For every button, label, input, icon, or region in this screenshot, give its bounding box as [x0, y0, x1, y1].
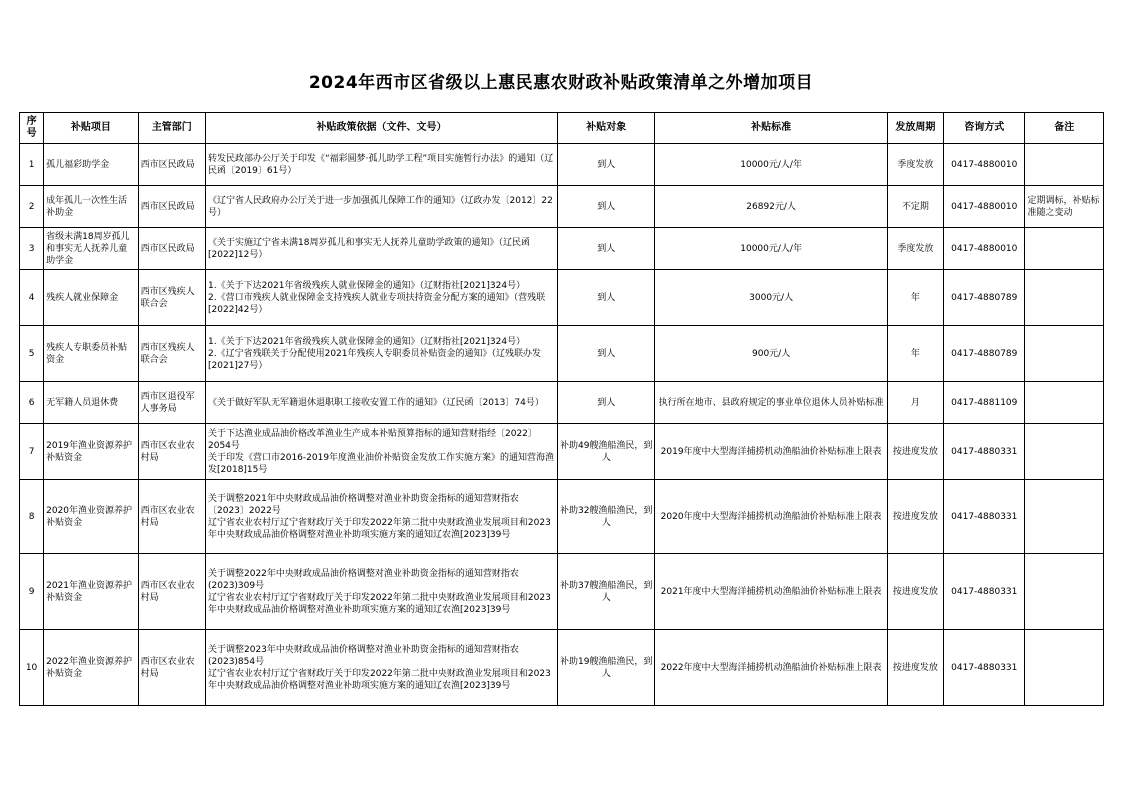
contact-phone: [944, 144, 1025, 186]
header-contact: 咨询方式: [944, 113, 1025, 144]
subsidy-target: [557, 228, 655, 270]
policy-basis: [206, 480, 558, 554]
table-row: [20, 326, 1104, 382]
contact-phone: [944, 228, 1025, 270]
policy-basis-text: 《辽宁省人民政府办公厅关于进一步加强孤儿保障工作的通知》（辽政办发〔2012〕22号）: [208, 195, 553, 218]
payment-cycle-text: 季度发放: [897, 243, 934, 254]
payment-cycle: [887, 382, 943, 424]
department: [138, 424, 205, 480]
contact-phone-text: 0417-4880789: [951, 292, 1018, 303]
subsidy-standard-text: 2019年度中大型海洋捕捞机动渔船油价补贴标准上限表: [660, 446, 882, 457]
header-basis: 补贴政策依据（文件、文号）: [206, 113, 558, 144]
subsidy-target: [557, 424, 655, 480]
subsidy-item-text: 残疾人就业保障金: [46, 292, 119, 303]
row-number: [20, 424, 44, 480]
subsidy-standard-text: 10000元/人/年: [740, 243, 802, 254]
row-number: [20, 382, 44, 424]
payment-cycle: [887, 630, 943, 706]
payment-cycle: [887, 270, 943, 326]
page-title: 2024年西市区省级以上惠民惠农财政补贴政策清单之外增加项目: [308, 73, 814, 93]
header-no: 序号: [20, 113, 44, 144]
policy-basis: [206, 326, 558, 382]
payment-cycle-text: 按进度发放: [892, 511, 938, 522]
subsidy-standard-text: 2020年度中大型海洋捕捞机动渔船油价补贴标准上限表: [660, 511, 882, 522]
subsidy-item: [44, 270, 139, 326]
row-number: [20, 186, 44, 228]
subsidy-standard: [655, 424, 887, 480]
department-text: 西市区残疾人联合会: [140, 286, 195, 309]
subsidy-standard: [655, 630, 887, 706]
subsidy-item: [44, 326, 139, 382]
contact-phone-text: 0417-4880789: [951, 348, 1018, 359]
row-number: [20, 630, 44, 706]
subsidy-target: [557, 144, 655, 186]
contact-phone-text: 0417-4880331: [951, 586, 1018, 597]
header-cycle: 发放周期: [887, 113, 943, 144]
subsidy-target-text: 到人: [597, 397, 616, 408]
policy-basis: [206, 424, 558, 480]
department-text: 西市区农业农村局: [140, 440, 195, 463]
contact-phone-text: 0417-4880331: [951, 511, 1018, 522]
remark: [1025, 144, 1104, 186]
payment-cycle: [887, 424, 943, 480]
row-number-text: 10: [25, 662, 38, 673]
department: [138, 480, 205, 554]
policy-basis-text: 《关于做好军队无军籍退休退职职工接收安置工作的通知》（辽民函〔2013〕74号）: [208, 397, 544, 408]
subsidy-standard: [655, 382, 887, 424]
department-text: 西市区农业农村局: [140, 505, 195, 528]
table-row: [20, 554, 1104, 630]
table-row: [20, 228, 1104, 270]
subsidy-standard: [655, 480, 887, 554]
policy-table: [19, 112, 1104, 706]
subsidy-standard: [655, 186, 887, 228]
subsidy-item: [44, 424, 139, 480]
subsidy-standard-text: 26892元/人: [746, 201, 796, 212]
row-number-text: 1: [28, 159, 35, 170]
remark: [1025, 480, 1104, 554]
contact-phone: [944, 480, 1025, 554]
policy-basis-text: 《关于实施辽宁省未满18周岁孤儿和事实无人抚养儿童助学政策的通知》（辽民函[2022]12号）: [208, 237, 530, 260]
header-standard: 补贴标准: [655, 113, 887, 144]
row-number-text: 8: [28, 511, 35, 522]
contact-phone: [944, 554, 1025, 630]
subsidy-target: [557, 630, 655, 706]
subsidy-item-text: 孤儿福彩助学金: [46, 159, 110, 170]
subsidy-target-text: 到人: [597, 243, 616, 254]
subsidy-item: [44, 630, 139, 706]
row-number: [20, 326, 44, 382]
payment-cycle-text: 年: [910, 348, 920, 359]
payment-cycle: [887, 480, 943, 554]
subsidy-item: [44, 144, 139, 186]
department-text: 西市区民政局: [140, 201, 195, 212]
department: [138, 228, 205, 270]
header-target: 补贴对象: [557, 113, 655, 144]
row-number-text: 6: [28, 397, 35, 408]
table-row: [20, 270, 1104, 326]
contact-phone: [944, 630, 1025, 706]
subsidy-standard-text: 2021年度中大型海洋捕捞机动渔船油价补贴标准上限表: [660, 586, 882, 597]
subsidy-target: [557, 326, 655, 382]
subsidy-item-text: 无军籍人员退休费: [46, 397, 119, 408]
row-number-text: 5: [28, 348, 35, 359]
policy-basis-text: 关于调整2022年中央财政成品油价格调整对渔业补助资金指标的通知营财指农(2023)309号 辽宁省农业农村厅辽宁省财政厅关于印发2022年第二批中央财政渔业发展项目和2023年中央财政成品油价格调整对渔业补助项实施方案的通知辽农渔[2023]39号: [208, 568, 551, 615]
subsidy-standard-text: 10000元/人/年: [740, 159, 802, 170]
subsidy-target-text: 到人: [597, 348, 616, 359]
policy-basis-text: 关于调整2021年中央财政成品油价格调整对渔业补助资金指标的通知营财指农〔2023〕2022号 辽宁省农业农村厅辽宁省财政厅关于印发2022年第二批中央财政渔业发展项目和2023年中央财政成品油价格调整对渔业补助项实施方案的通知辽农渔[2023]39号: [208, 493, 551, 540]
department-text: 西市区残疾人联合会: [140, 342, 195, 365]
payment-cycle-text: 季度发放: [897, 159, 934, 170]
remark: [1025, 186, 1104, 228]
policy-basis-text: 关于下达渔业成品油价格改革渔业生产成本补贴预算指标的通知营财指经〔2022〕2054号 关于印发《营口市2016-2019年度渔业油价补贴资金发放工作实施方案》的通知营海渔发[2018]15号: [208, 428, 555, 475]
department: [138, 630, 205, 706]
department-text: 西市区农业农村局: [140, 580, 195, 603]
department: [138, 554, 205, 630]
table-row: [20, 480, 1104, 554]
department-text: 西市区民政局: [140, 159, 195, 170]
contact-phone: [944, 270, 1025, 326]
subsidy-standard-text: 执行所在地市、县政府规定的事业单位退休人员补贴标准: [658, 397, 884, 408]
subsidy-target-text: 补助19艘渔船渔民，到人: [559, 656, 653, 679]
subsidy-standard: [655, 270, 887, 326]
row-number-text: 7: [28, 446, 35, 457]
payment-cycle: [887, 186, 943, 228]
contact-phone-text: 0417-4880010: [951, 159, 1018, 170]
table-row: [20, 382, 1104, 424]
subsidy-item-text: 省级未满18周岁孤儿和事实无人抚养儿童助学金: [46, 231, 130, 266]
payment-cycle: [887, 228, 943, 270]
remark: [1025, 554, 1104, 630]
header-item: 补贴项目: [44, 113, 139, 144]
subsidy-standard: [655, 228, 887, 270]
subsidy-target-text: 到人: [597, 159, 616, 170]
policy-basis-text: 关于调整2023年中央财政成品油价格调整对渔业补助资金指标的通知营财指农(2023)854号 辽宁省农业农村厅辽宁省财政厅关于印发2022年第二批中央财政渔业发展项目和2023年中央财政成品油价格调整对渔业补助项实施方案的通知辽农渔[2023]39号: [208, 644, 551, 691]
subsidy-standard: [655, 144, 887, 186]
table-row: [20, 186, 1104, 228]
policy-basis: [206, 554, 558, 630]
header-row: [20, 113, 1104, 144]
department: [138, 144, 205, 186]
contact-phone-text: 0417-4880010: [951, 243, 1018, 254]
subsidy-standard: [655, 326, 887, 382]
contact-phone-text: 0417-4881109: [951, 397, 1018, 408]
policy-basis: [206, 630, 558, 706]
payment-cycle-text: 不定期: [901, 201, 929, 212]
remark: [1025, 270, 1104, 326]
subsidy-item: [44, 554, 139, 630]
department-text: 西市区退役军人事务局: [140, 391, 195, 414]
contact-phone-text: 0417-4880331: [951, 662, 1018, 673]
header-note: 备注: [1025, 113, 1104, 144]
subsidy-item-text: 残疾人专职委员补贴资金: [46, 342, 128, 365]
policy-basis: [206, 228, 558, 270]
payment-cycle: [887, 326, 943, 382]
row-number-text: 2: [28, 201, 35, 212]
subsidy-item: [44, 480, 139, 554]
table-row: [20, 424, 1104, 480]
department: [138, 326, 205, 382]
subsidy-target: [557, 270, 655, 326]
subsidy-target-text: 到人: [597, 201, 616, 212]
department-text: 西市区民政局: [140, 243, 195, 254]
row-number-text: 9: [28, 586, 35, 597]
subsidy-standard: [655, 554, 887, 630]
policy-basis: [206, 382, 558, 424]
subsidy-item: [44, 382, 139, 424]
subsidy-target: [557, 480, 655, 554]
subsidy-target: [557, 382, 655, 424]
row-number: [20, 270, 44, 326]
subsidy-target-text: 补助32艘渔船渔民，到人: [559, 505, 653, 528]
subsidy-standard-text: 900元/人: [752, 348, 791, 359]
remark: [1025, 630, 1104, 706]
policy-basis: [206, 144, 558, 186]
contact-phone: [944, 382, 1025, 424]
row-number: [20, 554, 44, 630]
subsidy-target-text: 补助37艘渔船渔民，到人: [559, 580, 653, 603]
subsidy-target-text: 到人: [597, 292, 616, 303]
row-number: [20, 144, 44, 186]
policy-basis-text: 1.《关于下达2021年省级残疾人就业保障金的通知》（辽财指社[2021]324号） 2.《营口市残疾人就业保障金支持残疾人就业专项扶持资金分配方案的通知》（营残联[2022]42号）: [208, 280, 546, 315]
subsidy-item-text: 2021年渔业资源养护补贴资金: [46, 580, 133, 603]
remark: [1025, 424, 1104, 480]
remark: [1025, 326, 1104, 382]
policy-basis-text: 1.《关于下达2021年省级残疾人就业保障金的通知》（辽财指社[2021]324号） 2.《辽宁省残联关于分配使用2021年残疾人专职委员补贴资金的通知》（辽残联办发[2021]27号）: [208, 336, 541, 371]
row-number-text: 3: [28, 243, 35, 254]
payment-cycle-text: 按进度发放: [892, 662, 938, 673]
remark: [1025, 382, 1104, 424]
table-row: [20, 630, 1104, 706]
subsidy-item-text: 2020年渔业资源养护补贴资金: [46, 505, 133, 528]
subsidy-standard-text: 3000元/人: [749, 292, 794, 303]
subsidy-target: [557, 554, 655, 630]
subsidy-item: [44, 186, 139, 228]
contact-phone: [944, 186, 1025, 228]
subsidy-standard-text: 2022年度中大型海洋捕捞机动渔船油价补贴标准上限表: [660, 662, 882, 673]
contact-phone: [944, 326, 1025, 382]
subsidy-item-text: 成年孤儿一次性生活补助金: [46, 195, 128, 218]
contact-phone-text: 0417-4880331: [951, 446, 1018, 457]
policy-basis: [206, 270, 558, 326]
payment-cycle-text: 按进度发放: [892, 586, 938, 597]
header-dept: 主管部门: [138, 113, 205, 144]
remark: [1025, 228, 1104, 270]
subsidy-item-text: 2019年渔业资源养护补贴资金: [46, 440, 133, 463]
payment-cycle-text: 月: [910, 397, 920, 408]
department: [138, 270, 205, 326]
department-text: 西市区农业农村局: [140, 656, 195, 679]
payment-cycle-text: 年: [910, 292, 920, 303]
row-number: [20, 480, 44, 554]
subsidy-target-text: 补助49艘渔船渔民，到人: [559, 440, 653, 463]
payment-cycle-text: 按进度发放: [892, 446, 938, 457]
policy-basis: [206, 186, 558, 228]
table-row: [20, 144, 1104, 186]
department: [138, 186, 205, 228]
payment-cycle: [887, 554, 943, 630]
row-number-text: 4: [28, 292, 35, 303]
subsidy-target: [557, 186, 655, 228]
contact-phone: [944, 424, 1025, 480]
subsidy-item-text: 2022年渔业资源养护补贴资金: [46, 656, 133, 679]
subsidy-item: [44, 228, 139, 270]
contact-phone-text: 0417-4880010: [951, 201, 1018, 212]
payment-cycle: [887, 144, 943, 186]
remark-text: 定期调标，补贴标准随之变动: [1027, 195, 1100, 218]
department: [138, 382, 205, 424]
row-number: [20, 228, 44, 270]
policy-basis-text: 转发民政部办公厅关于印发《“福彩圆梦·孤儿助学工程”项目实施暂行办法》的通知（辽民函〔2019〕61号）: [208, 153, 554, 176]
